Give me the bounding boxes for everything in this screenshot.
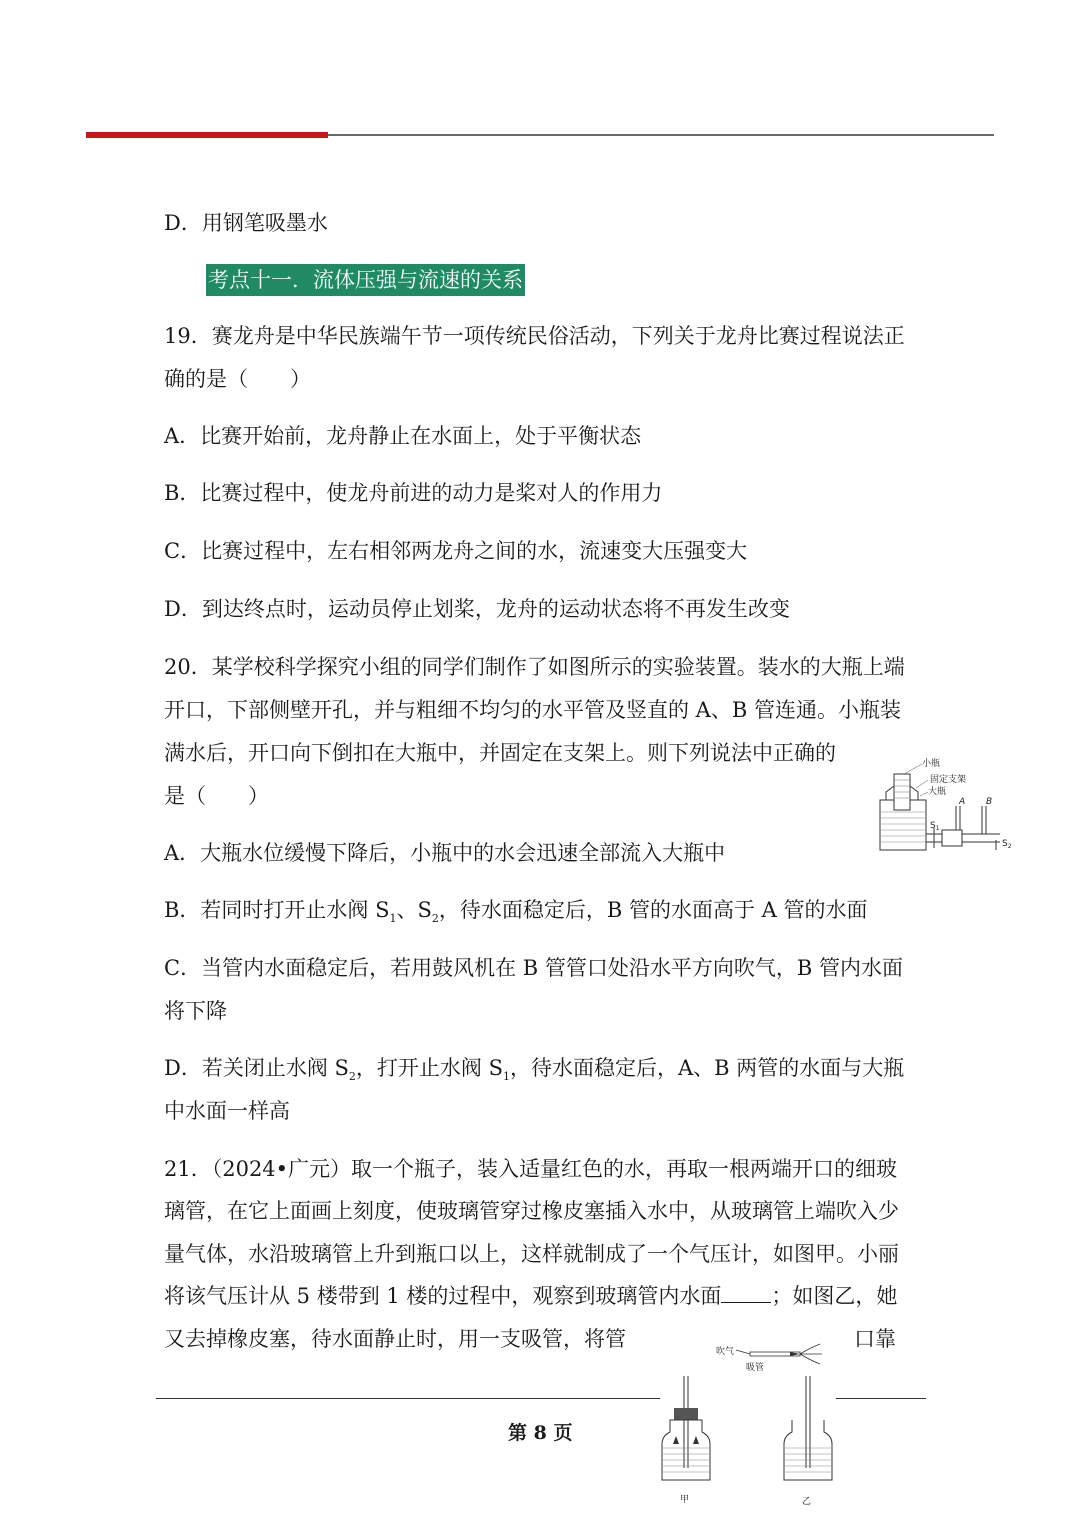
q20-option-d-line1: D．若关闭止水阀 $S_2$，打开止水阀 $S_1$，待水面稳定后，A、B 两管的水面与大瓶: [164, 1056, 905, 1084]
q19-option-c: C．比赛过程中，左右相邻两龙舟之间的水，流速变大压强变大: [164, 539, 748, 563]
q20-option-c-line2: 将下降: [164, 999, 227, 1023]
q19-option-a: A．比赛开始前，龙舟静止在水面上，处于平衡状态: [164, 424, 642, 448]
q19-stem-line1: 19．赛龙舟是中华民族端午节一项传统民俗活动，下列关于龙舟比赛过程说法正: [164, 324, 905, 348]
q21-line2: 璃管，在它上面画上刻度，使玻璃管穿过橡皮塞插入水中，从玻璃管上端吹入少: [164, 1199, 899, 1223]
page-number: 第 8 页: [508, 1422, 573, 1444]
fig-label-yi: 乙: [802, 1497, 812, 1507]
q19-option-b: B．比赛过程中，使龙舟前进的动力是桨对人的作用力: [164, 481, 663, 505]
q20-stem-line1: 20．某学校科学探究小组的同学们制作了如图所示的实验装置。装水的大瓶上端: [164, 655, 905, 679]
q21-line5-left: 又去掉橡皮塞，待水面静止时，用一支吸管，将管: [164, 1327, 626, 1351]
fig-label-tube-b: B: [986, 797, 993, 807]
fig-label-valve-s1: $S_1$: [930, 821, 940, 832]
q21-line1: 21．（2024•广元）取一个瓶子，装入适量红色的水，再取一根两端开口的细玻: [164, 1157, 898, 1181]
q20-stem-line2: 开口，下部侧壁开孔，并与粗细不均匀的水平管及竖直的 A、B 管连通。小瓶装: [164, 698, 901, 722]
fig-label-straw: 吸管: [746, 1363, 765, 1373]
q21-line4: 将该气压计从 5 楼带到 1 楼的过程中，观察到玻璃管内水面 ；如图乙，她: [164, 1284, 898, 1308]
q20-stem-line4: 是（ ）: [164, 784, 269, 808]
q18-option-d: D．用钢笔吸墨水: [164, 211, 328, 235]
header-accent-rule: [86, 132, 328, 138]
q19-stem-line2: 确的是（ ）: [164, 367, 311, 391]
fig-label-big-bottle: 大瓶: [928, 787, 947, 797]
section-heading: 考点十一．流体压强与流速的关系: [206, 264, 525, 296]
footer-rule-left: [156, 1398, 660, 1399]
fig-label-jia: 甲: [680, 1495, 690, 1505]
fig-label-blow: 吹气: [716, 1347, 735, 1357]
q20-apparatus-figure: [872, 756, 1022, 856]
q21-line3: 量气体，水沿玻璃管上升到瓶口以上，这样就制成了一个气压计，如图甲。小丽: [164, 1242, 899, 1266]
q21-barometer-figure: [650, 1336, 850, 1514]
header-rule: [328, 134, 994, 136]
fig-label-small-bottle: 小瓶: [922, 759, 941, 769]
q20-option-b: B．若同时打开止水阀 $S_1$、$S_2$，待水面稳定后，B 管的水面高于 A 管的水面: [164, 898, 868, 926]
fig-label-stand: 固定支架: [930, 775, 967, 785]
q20-option-a: A．大瓶水位缓慢下降后，小瓶中的水会迅速全部流入大瓶中: [164, 841, 726, 865]
fig-label-valve-s2: $S_2$: [1002, 839, 1012, 850]
q20-stem-line3: 满水后，开口向下倒扣在大瓶中，并固定在支架上。则下列说法中正确的: [164, 741, 836, 765]
fig-label-tube-a: A: [959, 797, 966, 807]
q21-line5-right: 口靠: [854, 1327, 896, 1351]
q20-option-d-line2: 中水面一样高: [164, 1099, 290, 1123]
q20-option-c-line1: C．当管内水面稳定后，若用鼓风机在 B 管管口处沿水平方向吹气，B 管内水面: [164, 956, 903, 980]
answer-blank: [721, 1282, 771, 1303]
q19-option-d: D．到达终点时，运动员停止划桨，龙舟的运动状态将不再发生改变: [164, 597, 790, 621]
